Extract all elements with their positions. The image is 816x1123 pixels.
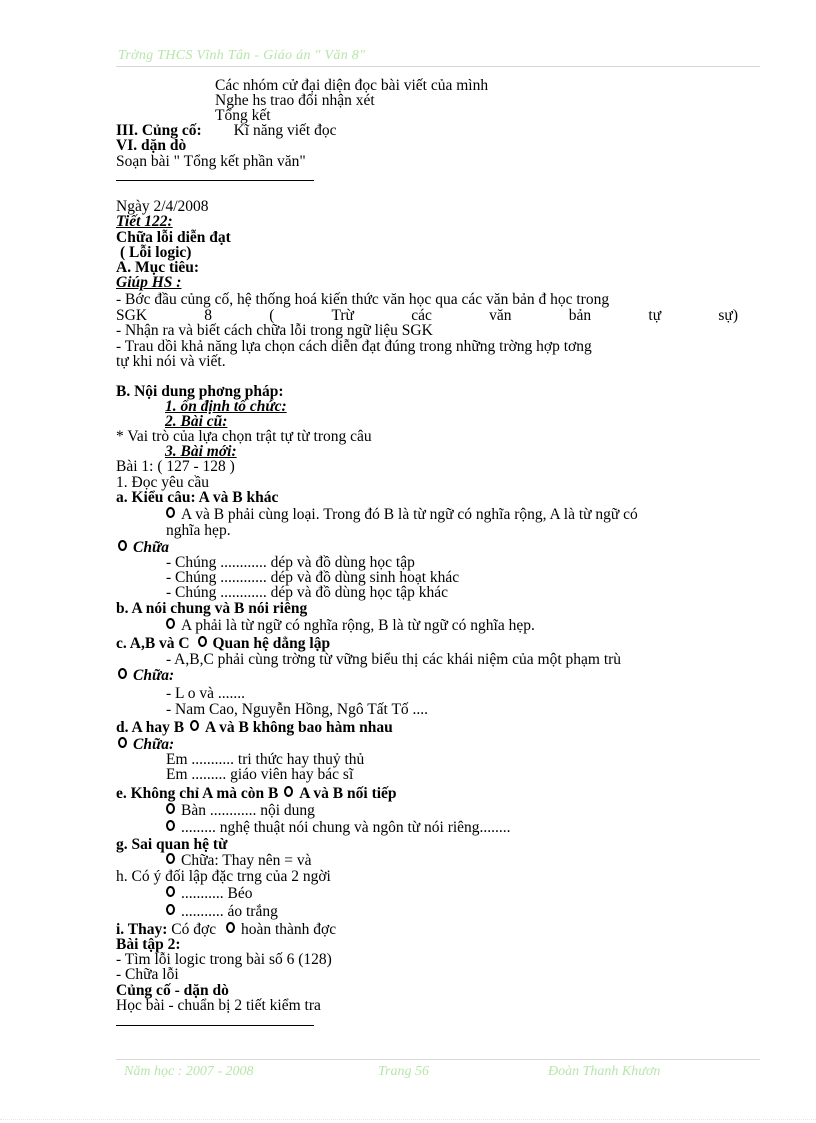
fix-heading: Chữa: xyxy=(118,668,174,684)
item-heading: a. Kiểu câu: A và B khác xyxy=(116,489,279,506)
section-heading: A. Mục tiêu: xyxy=(116,259,200,276)
circle-bullet-icon xyxy=(166,618,175,629)
page-header: Trờng THCS Vĩnh Tân - Giáo án " Văn 8" xyxy=(118,48,366,63)
text-line: Bài 1: ( 127 - 128 ) xyxy=(116,458,235,475)
text-line: Em ......... giáo viên hay bác sĩ xyxy=(166,766,354,783)
section-heading: B. Nội dung phơng pháp: xyxy=(116,383,284,400)
item-heading: b. A nói chung và B nói riêng xyxy=(116,600,308,617)
text-line: - Nam Cao, Nguyễn Hồng, Ngô Tất Tố .... xyxy=(166,701,429,718)
circle-bullet-icon xyxy=(284,786,293,797)
text-line: - Tìm lỗi logic trong bài số 6 (128) xyxy=(116,951,332,968)
bullet-line: ........... áo trắng xyxy=(166,904,278,920)
item-heading: c. A,B và C Quan hệ dẳng lập xyxy=(116,635,331,652)
bullet-line: A và B phải cùng loại. Trong đó B là từ ngữ có nghĩa rộng, A là từ ngữ có xyxy=(166,507,638,523)
bullet-line: Chữa: Thay nên = và xyxy=(166,853,312,869)
footer-year: Năm học : 2007 - 2008 xyxy=(124,1064,254,1079)
item-heading: e. Không chỉ A mà còn B A và B nối tiếp xyxy=(116,785,397,802)
sub-heading: 1. ổn định tổ chức: xyxy=(165,398,287,415)
text-line: - L o và ....... xyxy=(166,685,246,702)
bullet-line: Bàn ............ nội dung xyxy=(166,803,315,819)
section-heading: Bài tập 2: xyxy=(116,936,181,953)
text-line: - A,B,C phải cùng trờng từ vững biểu thị các khái niệm của một phạm trù xyxy=(166,651,622,668)
text-line: Em ........... tri thức hay thuỷ thủ xyxy=(166,751,365,768)
circle-bullet-icon xyxy=(166,904,175,915)
text-line: Học bài - chuẩn bị 2 tiết kiểm tra xyxy=(116,997,321,1014)
lesson-subtitle: ( Lỗi logic) xyxy=(120,244,192,261)
circle-bullet-icon xyxy=(198,636,207,647)
bullet-line: ........... Béo xyxy=(166,886,252,902)
text-line: - Nhận ra và biết cách chữa lỗi trong ngữ liệu SGK xyxy=(116,322,433,339)
text-line: Các nhóm cử đại diện đọc bài viết của mình xyxy=(215,77,489,94)
circle-bullet-icon xyxy=(166,803,175,814)
text-line: - Bớc đầu củng cố, hệ thống hoá kiến thức văn học qua các văn bản đ học trong xyxy=(116,291,610,308)
text-line: * Vai trò của lựa chọn trật tự từ trong câu xyxy=(116,428,372,445)
footer-rule xyxy=(116,1059,760,1060)
lesson-number: Tiết 122: xyxy=(116,213,173,230)
text-line: Tổng kết xyxy=(215,107,271,124)
divider xyxy=(116,180,314,181)
header-rule xyxy=(116,66,760,67)
date: Ngày 2/4/2008 xyxy=(116,198,209,215)
item-heading: g. Sai quan hệ từ xyxy=(116,836,228,853)
circle-bullet-icon xyxy=(166,853,175,864)
text-line: SGK 8 ( Trừ các văn bản tự sự) xyxy=(116,307,738,324)
text-line: - Trau dồi khả năng lựa chọn cách diễn đạt đúng trong những trờng hợp tơng xyxy=(116,338,592,355)
circle-bullet-icon xyxy=(118,737,127,748)
fix-heading: Chữa: xyxy=(118,737,174,753)
divider xyxy=(116,1025,314,1026)
text-line: 1. Đọc yêu cầu xyxy=(116,474,209,491)
bullet-line: ......... nghệ thuật nói chung và ngôn từ nói riêng........ xyxy=(166,820,511,836)
section-text: Kĩ năng viết đọc xyxy=(233,122,337,139)
sub-heading: 2. Bài cũ: xyxy=(165,413,228,430)
fix-heading: Chữa xyxy=(118,540,169,556)
sub-heading: 3. Bài mới: xyxy=(165,443,237,460)
sub-heading: Giúp HS : xyxy=(116,274,182,291)
text-line: - Chữa lỗi xyxy=(116,966,179,983)
circle-bullet-icon xyxy=(226,922,235,933)
bullet-line: A phải là từ ngữ có nghĩa rộng, B là từ ngữ có nghĩa hẹp. xyxy=(166,618,535,634)
section-label: III. Củng cố: xyxy=(116,122,202,139)
text-line: - Chúng ............ dép và đồ dùng học tập xyxy=(166,554,415,571)
text-line: tự khi nói và viết. xyxy=(116,353,226,370)
text-line: - Chúng ............ dép và đồ dùng sinh hoạt khác xyxy=(166,569,460,586)
circle-bullet-icon xyxy=(166,820,175,831)
lesson-title: Chữa lỗi diễn đạt xyxy=(116,229,231,246)
circle-bullet-icon xyxy=(118,540,127,551)
item-heading: d. A hay B A và B không bao hàm nhau xyxy=(116,719,393,736)
circle-bullet-icon xyxy=(118,668,127,679)
section-heading: Củng cố - dặn dò xyxy=(116,982,229,999)
circle-bullet-icon xyxy=(166,886,175,897)
text-line: nghĩa hẹp. xyxy=(166,522,231,539)
circle-bullet-icon xyxy=(166,507,175,518)
text-line: - Chúng ............ dép và đồ dùng học tập khác xyxy=(166,584,448,601)
text-line: i. Thay: Có đợc hoàn thành đợc xyxy=(116,921,337,938)
text-line: h. Có ý đối lập đặc trng của 2 ngời xyxy=(116,868,331,885)
footer-page: Trang 56 xyxy=(378,1064,429,1079)
text-line: Nghe hs trao đổi nhận xét xyxy=(215,92,375,109)
circle-bullet-icon xyxy=(190,720,199,731)
page-bottom-edge xyxy=(0,1119,816,1120)
text-line: Soạn bài " Tổng kết phần văn" xyxy=(116,153,306,170)
footer-author: Đoàn Thanh Khươn xyxy=(548,1064,661,1079)
section-heading: VI. dặn dò xyxy=(116,137,187,154)
